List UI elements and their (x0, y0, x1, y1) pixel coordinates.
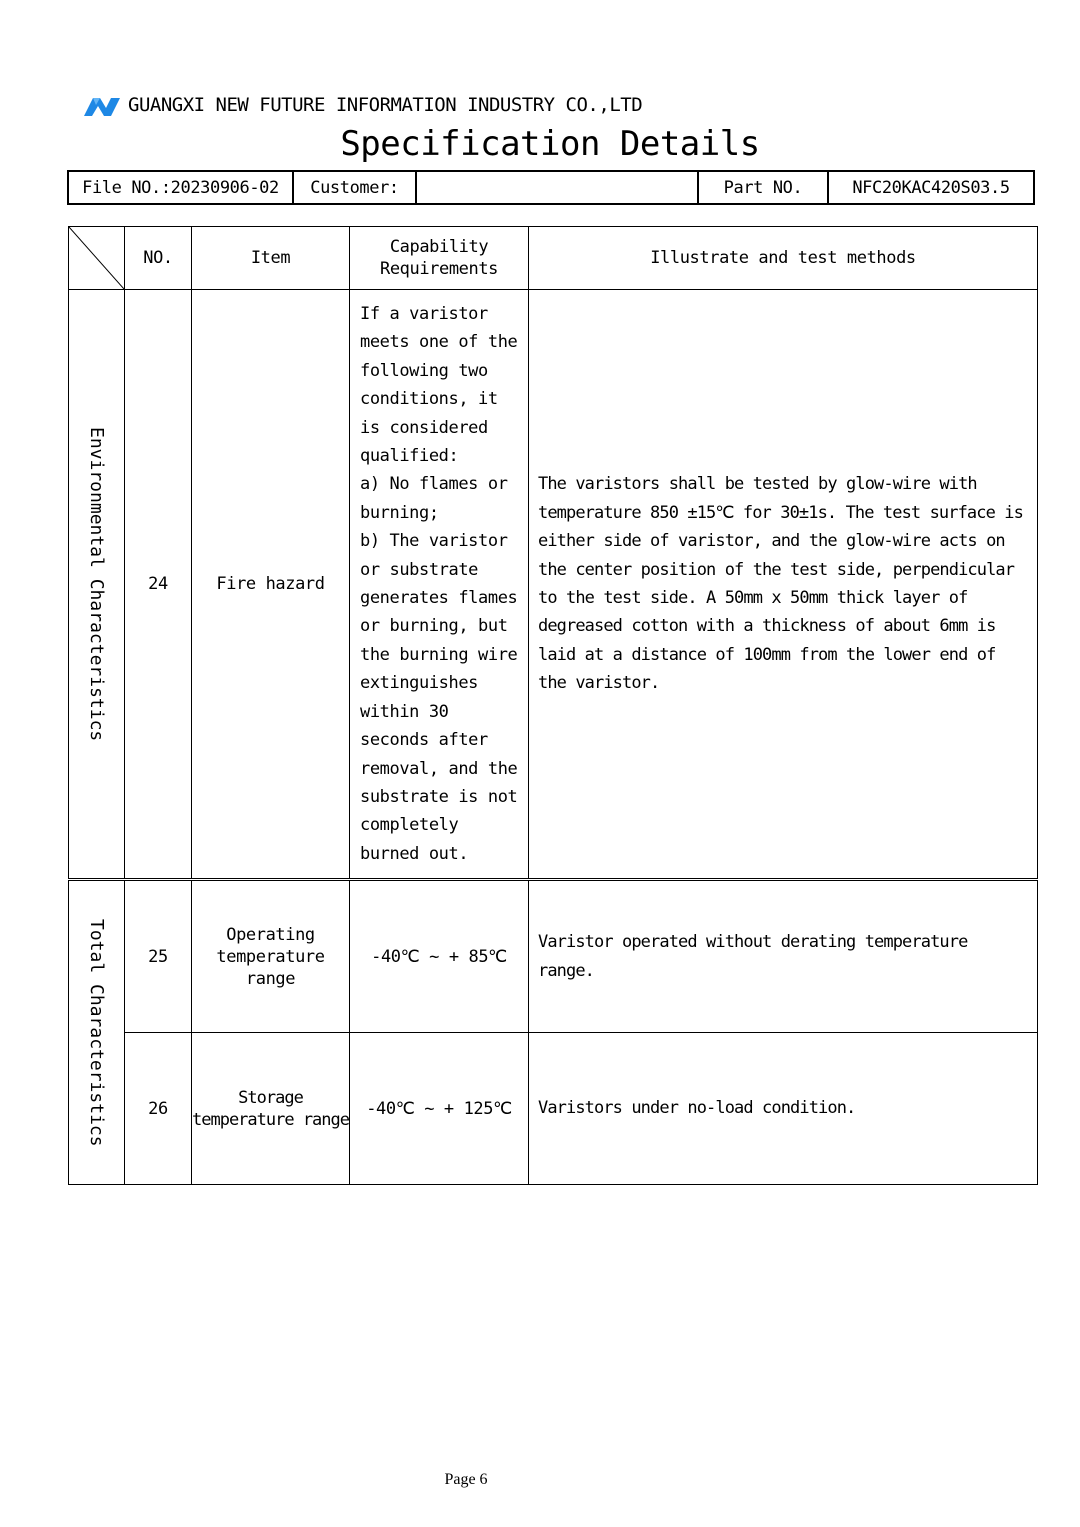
table-row (69, 290, 1038, 880)
table-header-row (69, 227, 1038, 290)
row-item: Storage temperature range (192, 1033, 350, 1185)
header-methods: Illustrate and test methods (529, 227, 1038, 290)
customer-value (416, 171, 698, 204)
table-row (69, 1033, 1038, 1185)
page-number: Page 6 (444, 1471, 488, 1488)
row-no: 26 (125, 1033, 192, 1185)
row-capability: -40℃ ~ + 85℃ (350, 880, 529, 1033)
part-no-value: NFC20KAC420S03.5 (828, 171, 1034, 204)
company-header (84, 88, 642, 122)
company-name: GUANGXI NEW FUTURE INFORMATION INDUSTRY CO.,LTD (128, 94, 643, 116)
table-row (69, 880, 1038, 1033)
row-no: 25 (125, 880, 192, 1033)
header-item: Item (192, 227, 350, 290)
row-capability: If a varistor meets one of the following two conditions, it is considered qualified: a) No flames or burning; b) The varistor or substrate generates flames or burning, but the burning wire extinguishes within 30 seconds after removal, and the substrate is not completely burned out. (350, 290, 529, 880)
row-no: 24 (125, 290, 192, 880)
file-no: File NO.:20230906-02 (68, 171, 293, 204)
row-method: The varistors shall be tested by glow-wire with temperature 850 ±15℃ for 30±1s. The test surface is either side of varistor, and the glow-wire acts on the center position of the test side, perpendicular to the test side. A 50mm x 50mm thick layer of degreased cotton with a thickness of about 6mm is laid at a distance of 100mm from the lower end of the varistor. (529, 290, 1038, 880)
customer-label: Customer: (293, 171, 416, 204)
row-method: Varistors under no-load condition. (529, 1033, 1038, 1185)
specification-table (68, 226, 1038, 1185)
file-info-table (67, 170, 1035, 205)
document-title: Specification Details (340, 124, 760, 164)
diagonal-line (69, 227, 124, 289)
group-label-total: Total Characteristics (69, 880, 125, 1185)
row-item: Fire hazard (192, 290, 350, 880)
part-no-label: Part NO. (698, 171, 828, 204)
nf-logo-icon (84, 94, 122, 116)
header-no: NO. (125, 227, 192, 290)
header-capability: Capability Requirements (350, 227, 529, 290)
corner-cell (69, 227, 125, 290)
group-label-environmental: Environmental Characteristics (69, 290, 125, 880)
row-method: Varistor operated without derating temperature range. (529, 880, 1038, 1033)
row-capability: -40℃ ~ + 125℃ (350, 1033, 529, 1185)
row-item: Operating temperature range (192, 880, 350, 1033)
